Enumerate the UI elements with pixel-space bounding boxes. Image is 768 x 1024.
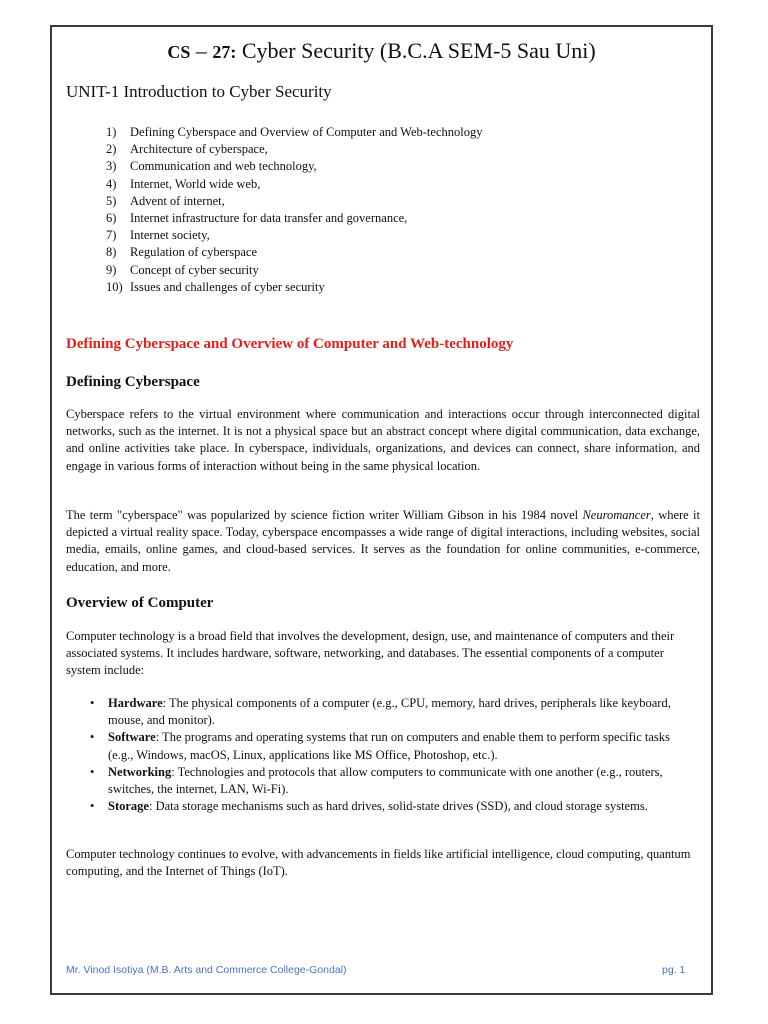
toc-number: 10)	[106, 279, 123, 294]
toc-item	[106, 227, 482, 244]
toc-number: 3)	[106, 159, 117, 174]
para2-text-start: The term "cyberspace" was popularized by science fiction writer William Gibson in his 1984 novel	[66, 508, 583, 522]
toc-text: Internet infrastructure for data transfer and governance,	[130, 211, 408, 226]
novel-title: Neuromancer	[582, 508, 651, 522]
toc-text: Architecture of cyberspace,	[130, 142, 268, 157]
title-dash: –	[190, 38, 213, 63]
toc-number: 4)	[106, 176, 117, 191]
footer-author: Mr. Vinod Isotiya (M.B. Arts and Commerce College-Gondal)	[66, 964, 347, 976]
toc-text: Defining Cyberspace and Overview of Computer and Web-technology	[130, 125, 483, 139]
page-title	[52, 37, 711, 66]
component-term: Storage	[108, 799, 149, 814]
toc-item	[106, 141, 482, 158]
course-number: 27:	[212, 42, 237, 62]
component-term: Software	[108, 730, 156, 745]
toc-item	[106, 176, 482, 193]
toc-text: Advent of internet,	[130, 193, 225, 208]
list-item	[90, 764, 695, 798]
list-item	[90, 695, 695, 729]
component-description: : The physical components of a computer (e.g., CPU, memory, hard drives, peripherals like keyboard, mouse, and monitor).	[108, 696, 671, 728]
toc-text: Communication and web technology,	[130, 159, 317, 174]
toc-text: Internet, World wide web,	[130, 176, 261, 191]
toc-item	[106, 262, 482, 279]
heading-overview-of-computer: Overview of Computer	[66, 595, 214, 611]
toc-item	[106, 124, 482, 141]
toc-number: 8)	[106, 245, 117, 260]
computer-closing-paragraph: Computer technology continues to evolve, with advancements in fields like artificial intelligence, cloud computing, quantum computing, and the Internet of Things (IoT).	[66, 847, 691, 879]
component-term: Networking	[108, 764, 172, 779]
toc-item	[106, 210, 482, 227]
toc-item	[106, 244, 482, 261]
bullet-icon: •	[90, 696, 95, 710]
course-code: CS	[167, 42, 191, 62]
bullet-icon: •	[90, 764, 95, 779]
toc-text: Regulation of cyberspace	[130, 245, 258, 260]
component-description: : Technologies and protocols that allow computers to communicate with one another (e.g., routers, switches, the internet, LAN, Wi-Fi).	[108, 764, 663, 797]
toc-number: 2)	[106, 142, 117, 157]
course-name: Cyber Security (B.C.A SEM-5 Sau Uni)	[236, 38, 596, 63]
components-list	[90, 695, 695, 815]
toc-text: Internet society,	[130, 228, 210, 243]
computer-intro-paragraph: Computer technology is a broad field that involves the development, design, use, and maintenance of computers and their associated systems. It includes hardware, software, networking, and databases. The essential components of a computer system include:	[66, 629, 675, 678]
toc-text: Concept of cyber security	[130, 262, 259, 277]
list-item	[90, 729, 695, 763]
toc-number: 7)	[106, 228, 117, 243]
unit-heading: UNIT-1 Introduction to Cyber Security	[66, 82, 332, 101]
heading-defining-cyberspace: Defining Cyberspace	[66, 374, 200, 390]
toc-number: 5)	[106, 193, 117, 208]
toc-number: 1)	[106, 125, 117, 139]
bullet-icon: •	[90, 730, 95, 745]
bullet-icon: •	[90, 799, 95, 814]
component-description: : The programs and operating systems that run on computers and enable them to perform specific tasks (e.g., Windows, macOS, Linux, applications like MS Office, Photoshop, etc.).	[108, 730, 670, 762]
toc-number: 9)	[106, 262, 117, 277]
footer-page-number: pg. 1	[662, 964, 686, 976]
list-item	[90, 798, 695, 815]
section-heading: Defining Cyberspace and Overview of Computer and Web-technology	[66, 336, 514, 352]
toc-number: 6)	[106, 211, 117, 226]
toc-item	[106, 193, 482, 210]
cyberspace-paragraph-2	[66, 507, 700, 576]
toc-list	[106, 124, 482, 296]
toc-item	[106, 158, 482, 175]
toc-item	[106, 279, 482, 296]
component-term: Hardware	[108, 696, 163, 710]
para2-text-end: , where it depicted a virtual reality space. Today, cyberspace encompasses a wide range of digital interactions, including websites, social media, emails, online games, and cloud-based services. It serves as the foundation for online communities, e-commerce, education, and more.	[66, 508, 700, 574]
cyberspace-paragraph-1: Cyberspace refers to the virtual environment where communication and interactions occur through interconnected digital networks, such as the internet. It is not a physical space but an abstract concept where digital communication, data exchange, and online activities take place. In cyberspace, individuals, organizations, and devices can connect, share information, and engage in various forms of interaction without being in the same physical location.	[66, 407, 700, 473]
toc-text: Issues and challenges of cyber security	[130, 279, 325, 294]
component-description: : Data storage mechanisms such as hard drives, solid-state drives (SSD), and cloud storage systems.	[148, 799, 648, 814]
